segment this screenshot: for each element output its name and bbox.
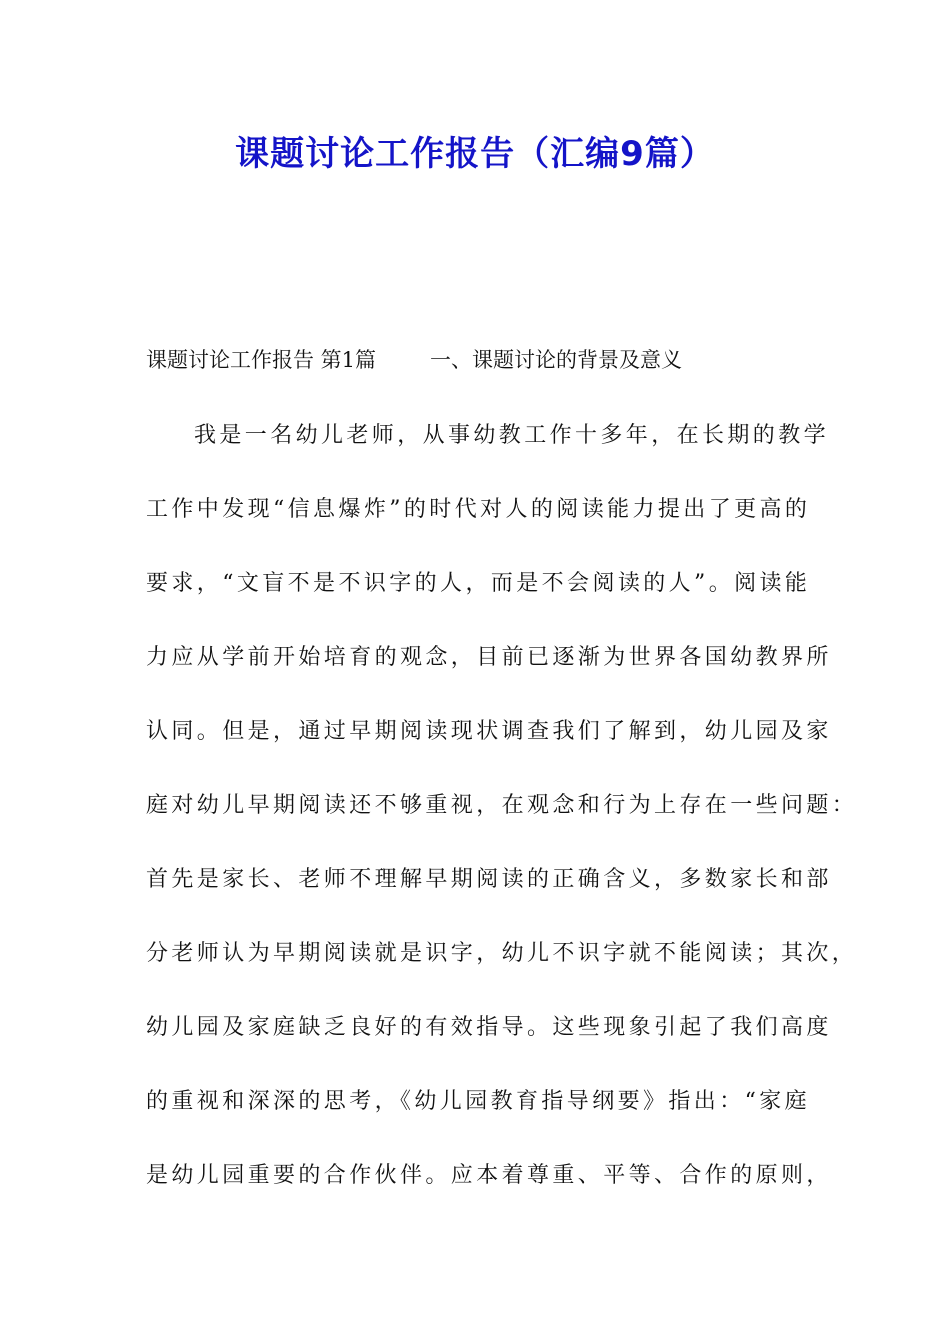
section-heading	[146, 340, 826, 380]
paragraph-line: 是幼儿园重要的合作伙伴。应本着尊重、平等、合作的原则，	[146, 1163, 832, 1188]
paragraph-line: 我是一名幼儿老师，从事幼教工作十多年，在长期的教学	[194, 423, 830, 448]
paragraph-line: 的重视和深深的思考，《幼儿园教育指导纲要》指出：“家庭	[146, 1089, 811, 1114]
body-paragraph	[146, 416, 858, 1230]
paragraph-line: 分老师认为早期阅读就是识字，幼儿不识字就不能阅读；其次，	[146, 941, 858, 966]
paragraph-line: 认同。但是，通过早期阅读现状调查我们了解到，幼儿园及家	[146, 719, 832, 744]
document-title: 课题讨论工作报告（汇编9篇）	[235, 134, 715, 174]
paragraph-line: 首先是家长、老师不理解早期阅读的正确含义，多数家长和部	[146, 867, 832, 892]
paragraph-line: 要求，“文盲不是不识字的人，而是不会阅读的人”。阅读能	[146, 571, 811, 596]
section-title: 一、课题讨论的背景及意义	[430, 348, 683, 372]
paragraph-line: 庭对幼儿早期阅读还不够重视，在观念和行为上存在一些问题：	[146, 793, 858, 818]
paragraph-line: 幼儿园及家庭缺乏良好的有效指导。这些现象引起了我们高度	[146, 1015, 832, 1040]
paragraph-line: 工作中发现“信息爆炸”的时代对人的阅读能力提出了更高的	[146, 497, 811, 522]
paragraph-line: 力应从学前开始培育的观念，目前已逐渐为世界各国幼教界所	[146, 645, 832, 670]
article-label: 课题讨论工作报告 第1篇	[146, 348, 377, 372]
